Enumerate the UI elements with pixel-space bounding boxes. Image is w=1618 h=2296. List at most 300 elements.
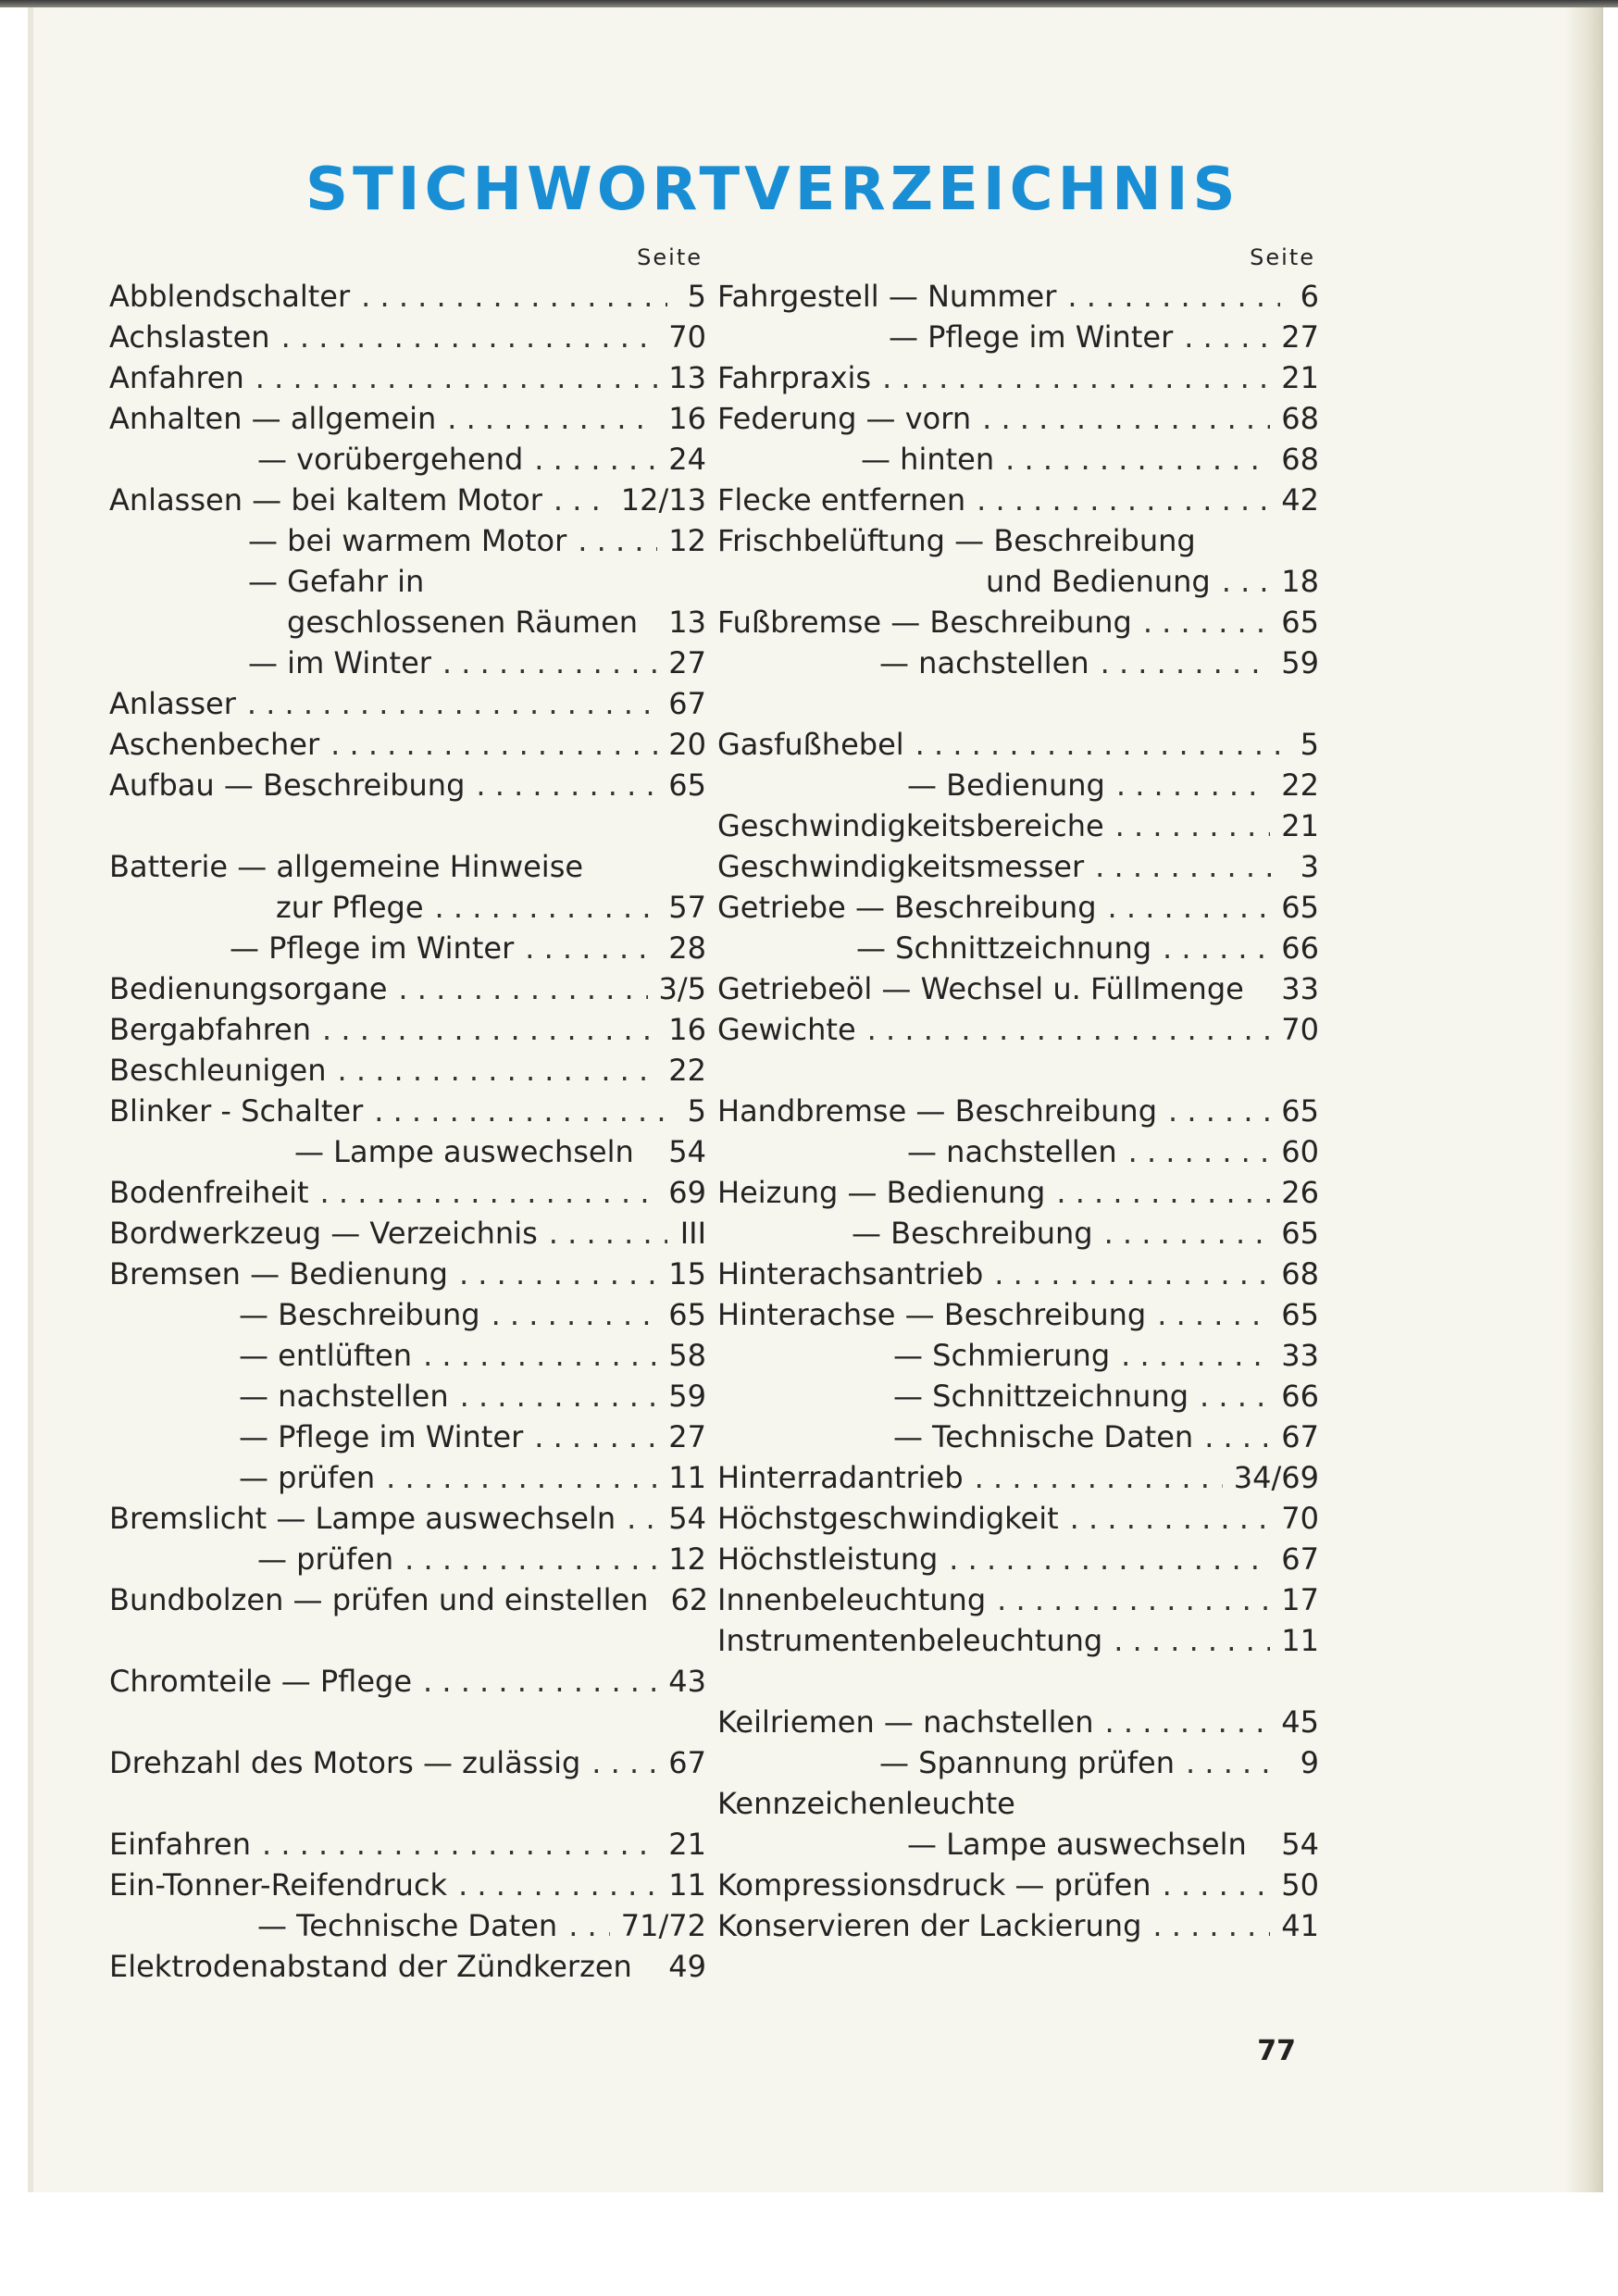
index-term: Fahrpraxis	[717, 360, 872, 395]
index-page-ref: 6	[1300, 279, 1319, 314]
index-page-ref: 3	[1300, 849, 1319, 884]
index-term: — bei warmem Motor	[248, 523, 567, 558]
dot-leader	[1101, 643, 1271, 683]
dot-leader	[1157, 1294, 1270, 1335]
index-term: Bordwerkzeug — Verzeichnis	[109, 1216, 538, 1251]
index-term: Beschleunigen	[109, 1053, 327, 1088]
index-entry	[109, 928, 706, 968]
index-page-ref: 42	[1281, 482, 1319, 518]
dot-leader	[525, 928, 657, 968]
dot-leader	[404, 1539, 657, 1579]
page-number: 77	[1257, 2035, 1296, 2067]
index-page-ref: 12	[668, 1541, 706, 1577]
index-page-ref: 22	[668, 1053, 706, 1088]
index-page-ref: 67	[1281, 1541, 1319, 1577]
index-term: Konservieren der Lackierung	[717, 1908, 1142, 1943]
index-entry	[109, 1498, 706, 1539]
index-entry	[109, 1009, 706, 1050]
index-term: — Schnittzeichnung	[856, 930, 1152, 966]
index-page-ref: 12/13	[620, 482, 706, 518]
index-page-ref: 65	[1281, 1216, 1319, 1251]
dot-leader	[1186, 1742, 1280, 1783]
index-term: Geschwindigkeitsbereiche	[717, 808, 1104, 843]
dot-leader	[459, 1254, 657, 1294]
index-page-ref: 54	[668, 1501, 706, 1536]
index-page-ref: 16	[668, 401, 706, 436]
index-term: — Gefahr in	[248, 564, 425, 599]
index-page-ref: 21	[1281, 808, 1319, 843]
dot-leader	[1200, 1376, 1270, 1416]
index-term: Anfahren	[109, 360, 244, 395]
index-entry	[109, 561, 706, 602]
index-entry	[109, 398, 706, 439]
dot-leader	[534, 1416, 657, 1457]
index-entry	[109, 765, 706, 805]
index-entry	[109, 1865, 706, 1905]
index-term: — Spannung prüfen	[879, 1745, 1175, 1780]
index-term: Innenbeleuchtung	[717, 1582, 987, 1617]
index-page-ref: 18	[1281, 564, 1319, 599]
index-page-ref: 70	[668, 319, 706, 355]
index-page-ref: 65	[1281, 1093, 1319, 1129]
seite-header-left: Seite	[637, 244, 703, 270]
dot-leader	[1115, 805, 1271, 846]
seite-header-right: Seite	[1250, 244, 1315, 270]
index-term: Aschenbecher	[109, 727, 320, 762]
dot-leader	[338, 1050, 658, 1091]
index-page-ref: 68	[1281, 442, 1319, 477]
index-entry	[109, 480, 706, 520]
index-term: — nachstellen	[907, 1134, 1117, 1169]
section-gap	[717, 1050, 1319, 1091]
index-entry	[109, 1172, 706, 1213]
index-entry	[717, 1254, 1319, 1294]
index-term: — Pflege im Winter	[230, 930, 515, 966]
index-page-ref: 57	[668, 890, 706, 925]
section-gap	[717, 683, 1319, 724]
index-entry	[109, 1050, 706, 1091]
index-entry	[717, 1376, 1319, 1416]
index-term: Bergabfahren	[109, 1012, 312, 1047]
dot-leader	[591, 1742, 657, 1783]
index-entry	[717, 1457, 1319, 1498]
dot-leader	[867, 1009, 1271, 1050]
index-page-ref: 71/72	[620, 1908, 706, 1943]
index-entry	[717, 1213, 1319, 1254]
index-term: Getriebe — Beschreibung	[717, 890, 1097, 925]
index-term: Anhalten — allgemein	[109, 401, 437, 436]
index-entry	[109, 317, 706, 357]
index-entry	[717, 317, 1319, 357]
index-entry	[717, 1172, 1319, 1213]
index-term: — nachstellen	[239, 1379, 449, 1414]
index-term: Fahrgestell — Nummer	[717, 279, 1057, 314]
index-entry	[717, 1702, 1319, 1742]
index-term: Gewichte	[717, 1012, 856, 1047]
index-entry	[717, 1091, 1319, 1131]
dot-leader	[460, 1376, 658, 1416]
index-entry	[109, 1416, 706, 1457]
index-entry	[717, 1294, 1319, 1335]
index-term: Hinterachsantrieb	[717, 1256, 984, 1292]
index-term: Gasfußhebel	[717, 727, 904, 762]
dot-leader	[1005, 439, 1270, 480]
index-entry	[717, 439, 1319, 480]
index-entry	[717, 1539, 1319, 1579]
index-term: — Schnittzeichnung	[893, 1379, 1189, 1414]
index-term: Fußbremse — Beschreibung	[717, 605, 1132, 640]
dot-leader	[975, 1457, 1223, 1498]
index-entry	[717, 602, 1319, 643]
index-entry	[717, 1865, 1319, 1905]
index-term: — Schmierung	[893, 1338, 1111, 1373]
index-page-ref: 62	[670, 1582, 709, 1617]
dot-leader	[330, 724, 657, 765]
index-page-ref: 50	[1281, 1867, 1319, 1903]
dot-leader	[386, 1457, 657, 1498]
index-term: Chromteile — Pflege	[109, 1664, 413, 1699]
index-term: geschlossenen Räumen	[287, 605, 639, 640]
dot-leader	[568, 1905, 610, 1946]
index-entry	[717, 724, 1319, 765]
dot-leader	[492, 1294, 658, 1335]
section-gap	[109, 1702, 706, 1742]
index-term: Kompressionsdruck — prüfen	[717, 1867, 1151, 1903]
index-term: Einfahren	[109, 1827, 251, 1862]
dot-leader	[1114, 1620, 1270, 1661]
index-page-ref: 68	[1281, 401, 1319, 436]
dot-leader	[627, 1498, 657, 1539]
dot-leader	[578, 520, 657, 561]
index-entry	[109, 1742, 706, 1783]
index-term: Aufbau — Beschreibung	[109, 767, 466, 803]
index-page-ref: 67	[668, 686, 706, 721]
index-page-ref: 27	[668, 645, 706, 680]
index-page-ref: 65	[1281, 605, 1319, 640]
index-term: und Bedienung	[986, 564, 1211, 599]
index-entry	[109, 1824, 706, 1865]
dot-leader	[554, 480, 610, 520]
index-page-ref: 67	[1281, 1419, 1319, 1454]
dot-leader	[1163, 1865, 1271, 1905]
dot-leader	[447, 398, 657, 439]
dot-leader	[1128, 1131, 1271, 1172]
index-entry	[717, 357, 1319, 398]
index-entry	[717, 1416, 1319, 1457]
index-entry	[109, 1213, 706, 1254]
index-term: — Beschreibung	[239, 1297, 480, 1332]
index-term: — hinten	[861, 442, 995, 477]
right-entries	[717, 276, 1319, 1946]
index-entry	[109, 520, 706, 561]
index-term: Hinterachse — Beschreibung	[717, 1297, 1147, 1332]
dot-leader	[1168, 1091, 1270, 1131]
index-page-ref: 3/5	[658, 971, 706, 1006]
index-entry	[109, 1661, 706, 1702]
index-entry	[109, 439, 706, 480]
index-term: — nachstellen	[879, 645, 1089, 680]
index-entry	[717, 805, 1319, 846]
index-page-ref: 43	[668, 1664, 706, 1699]
index-entry	[717, 765, 1319, 805]
index-entry	[109, 1946, 706, 1987]
index-page-ref: 16	[668, 1012, 706, 1047]
index-term: Ein-Tonner-Reifendruck	[109, 1867, 448, 1903]
index-term: Drehzahl des Motors — zulässig	[109, 1745, 581, 1780]
dot-leader	[982, 398, 1270, 439]
dot-leader	[997, 1579, 1270, 1620]
index-entry	[717, 1498, 1319, 1539]
index-page-ref: 27	[1281, 319, 1319, 355]
index-page-ref: 68	[1281, 1256, 1319, 1292]
index-page-ref: 69	[668, 1175, 706, 1210]
dot-leader	[1056, 1172, 1270, 1213]
index-page-ref: 59	[1281, 645, 1319, 680]
index-page-ref: 28	[668, 930, 706, 966]
index-page-ref: 58	[668, 1338, 706, 1373]
index-term: Geschwindigkeitsmesser	[717, 849, 1085, 884]
index-term: — Technische Daten	[257, 1908, 558, 1943]
index-term: — Technische Daten	[893, 1419, 1194, 1454]
index-entry	[109, 602, 706, 643]
dot-leader	[423, 1661, 657, 1702]
index-column-right	[717, 239, 1319, 1946]
index-entry	[109, 683, 706, 724]
index-page-ref: 65	[1281, 890, 1319, 925]
index-term: — Lampe auswechseln	[907, 1827, 1247, 1862]
index-term: — Lampe auswechseln	[294, 1134, 634, 1169]
index-column-left	[109, 239, 709, 1987]
dot-leader	[1067, 276, 1280, 317]
dot-leader	[255, 357, 658, 398]
index-page-ref: 33	[1281, 1338, 1319, 1373]
dot-leader	[949, 1539, 1270, 1579]
index-page-ref: 5	[1300, 727, 1319, 762]
index-entry	[109, 1254, 706, 1294]
index-term: — Beschreibung	[852, 1216, 1093, 1251]
index-page-ref: 5	[687, 1093, 706, 1129]
index-entry	[717, 398, 1319, 439]
index-entry	[109, 1579, 709, 1620]
dot-leader	[458, 1865, 657, 1905]
index-page-ref: 34/69	[1233, 1460, 1319, 1495]
index-term: Höchstleistung	[717, 1541, 939, 1577]
dot-leader	[549, 1213, 667, 1254]
index-term: — entlüften	[239, 1338, 413, 1373]
index-term: Handbremse — Beschreibung	[717, 1093, 1157, 1129]
dot-leader	[1104, 1213, 1271, 1254]
index-entry	[717, 928, 1319, 968]
index-entry	[717, 1131, 1319, 1172]
left-entries	[109, 276, 709, 1987]
index-page-ref: 67	[668, 1745, 706, 1780]
index-entry	[109, 1457, 706, 1498]
dot-leader	[262, 1824, 657, 1865]
dot-leader	[534, 439, 657, 480]
index-page-ref: 59	[668, 1379, 706, 1414]
dot-leader	[322, 1009, 657, 1050]
index-page-ref: 66	[1281, 1379, 1319, 1414]
index-term: — Bedienung	[907, 767, 1105, 803]
index-term: — prüfen	[239, 1460, 376, 1495]
dot-leader	[882, 357, 1270, 398]
index-term: — vorübergehend	[257, 442, 524, 477]
index-page-ref: 11	[668, 1867, 706, 1903]
index-term: Kennzeichenleuchte	[717, 1786, 1015, 1821]
index-term: Elektrodenabstand der Zündkerzen	[109, 1949, 632, 1984]
index-page-ref: 17	[1281, 1582, 1319, 1617]
index-entry	[717, 846, 1319, 887]
index-page-ref: 66	[1281, 930, 1319, 966]
page-title: STICHWORTVERZEICHNIS	[305, 156, 1240, 224]
section-gap	[109, 805, 706, 846]
page-fold	[1564, 7, 1601, 2192]
index-page-ref: 45	[1281, 1704, 1319, 1740]
index-entry	[717, 1905, 1319, 1946]
index-entry	[109, 1294, 706, 1335]
dot-leader	[1222, 561, 1271, 602]
index-entry	[109, 1131, 706, 1172]
index-page-ref: 20	[668, 727, 706, 762]
index-term: Bremslicht — Lampe auswechseln	[109, 1501, 616, 1536]
index-term: Anlassen — bei kaltem Motor	[109, 482, 542, 518]
index-page-ref: 21	[668, 1827, 706, 1862]
index-term: Instrumentenbeleuchtung	[717, 1623, 1103, 1658]
index-page-ref: 22	[1281, 767, 1319, 803]
index-entry	[109, 1376, 706, 1416]
dot-leader	[442, 643, 657, 683]
index-term: zur Pflege	[276, 890, 424, 925]
index-entry	[717, 643, 1319, 683]
index-entry	[109, 276, 706, 317]
index-entry	[109, 887, 706, 928]
index-term: Flecke entfernen	[717, 482, 966, 518]
dot-leader	[374, 1091, 667, 1131]
index-entry	[109, 724, 706, 765]
index-term: Hinterradantrieb	[717, 1460, 964, 1495]
dot-leader	[435, 887, 658, 928]
scan-edge	[0, 0, 1618, 7]
index-term: Blinker - Schalter	[109, 1093, 364, 1129]
index-page-ref: 49	[668, 1949, 706, 1984]
index-term: Bremsen — Bedienung	[109, 1256, 448, 1292]
dot-leader	[1163, 928, 1270, 968]
index-term: Achslasten	[109, 319, 270, 355]
index-page-ref: 15	[668, 1256, 706, 1292]
dot-leader	[398, 968, 647, 1009]
index-entry	[717, 520, 1319, 561]
index-entry	[109, 643, 706, 683]
dot-leader	[361, 276, 667, 317]
index-entry	[109, 968, 706, 1009]
index-term: Bundbolzen — prüfen und einstellen	[109, 1582, 649, 1617]
index-entry	[109, 1905, 706, 1946]
dot-leader	[247, 683, 657, 724]
index-page-ref: 70	[1281, 1012, 1319, 1047]
section-gap	[717, 1661, 1319, 1702]
index-term: Keilriemen — nachstellen	[717, 1704, 1094, 1740]
dot-leader	[281, 317, 658, 357]
dot-leader	[977, 480, 1270, 520]
index-entry	[717, 1009, 1319, 1050]
dot-leader	[320, 1172, 658, 1213]
page-edge-shadow	[28, 7, 33, 2192]
index-page-ref: 60	[1281, 1134, 1319, 1169]
index-term: Federung — vorn	[717, 401, 972, 436]
index-term: — Pflege im Winter	[239, 1419, 524, 1454]
index-entry	[717, 887, 1319, 928]
index-page-ref: 13	[668, 605, 706, 640]
dot-leader	[1152, 1905, 1270, 1946]
index-entry	[109, 1539, 706, 1579]
index-page-ref: 24	[668, 442, 706, 477]
index-page-ref: 26	[1281, 1175, 1319, 1210]
dot-leader	[423, 1335, 657, 1376]
index-page-ref: 70	[1281, 1501, 1319, 1536]
index-entry	[717, 1824, 1319, 1865]
index-page-ref: 11	[1281, 1623, 1319, 1658]
index-page-ref: 54	[1281, 1827, 1319, 1862]
index-entry	[109, 1091, 706, 1131]
index-page-ref: 65	[1281, 1297, 1319, 1332]
index-page-ref: 65	[668, 1297, 706, 1332]
dot-leader	[1105, 1702, 1271, 1742]
index-page-ref: 13	[668, 360, 706, 395]
index-page-ref: 41	[1281, 1908, 1319, 1943]
index-term: Batterie — allgemeine Hinweise	[109, 849, 584, 884]
dot-leader	[915, 724, 1280, 765]
index-entry	[717, 1783, 1319, 1824]
section-gap	[109, 1783, 706, 1824]
index-page-ref: 11	[668, 1460, 706, 1495]
dot-leader	[1143, 602, 1270, 643]
index-entry	[717, 480, 1319, 520]
index-page-ref: 5	[687, 279, 706, 314]
index-term: Bedienungsorgane	[109, 971, 388, 1006]
dot-leader	[994, 1254, 1270, 1294]
dot-leader	[1184, 317, 1270, 357]
index-page-ref: 33	[1281, 971, 1319, 1006]
dot-leader	[1204, 1416, 1270, 1457]
dot-leader	[476, 765, 657, 805]
index-page-ref: III	[679, 1216, 706, 1251]
index-entry	[109, 846, 706, 887]
index-entry	[717, 1579, 1319, 1620]
index-page-ref: 54	[668, 1134, 706, 1169]
dot-leader	[1116, 765, 1270, 805]
section-gap	[109, 1620, 706, 1661]
index-page-ref: 21	[1281, 360, 1319, 395]
index-page-ref: 65	[668, 767, 706, 803]
index-page-ref: 9	[1300, 1745, 1319, 1780]
index-entry	[717, 561, 1319, 602]
index-entry	[109, 1335, 706, 1376]
index-term: Abblendschalter	[109, 279, 351, 314]
index-entry	[717, 1620, 1319, 1661]
index-page	[28, 7, 1603, 2192]
index-term: — prüfen	[257, 1541, 394, 1577]
index-term: Höchstgeschwindigkeit	[717, 1501, 1059, 1536]
index-entry	[717, 968, 1319, 1009]
dot-leader	[1108, 887, 1271, 928]
index-page-ref: 12	[668, 523, 706, 558]
dot-leader	[1070, 1498, 1271, 1539]
index-term: Getriebeöl — Wechsel u. Füllmenge	[717, 971, 1244, 1006]
index-page-ref: 27	[668, 1419, 706, 1454]
index-term: — Pflege im Winter	[889, 319, 1174, 355]
index-entry	[109, 357, 706, 398]
dot-leader	[1121, 1335, 1270, 1376]
